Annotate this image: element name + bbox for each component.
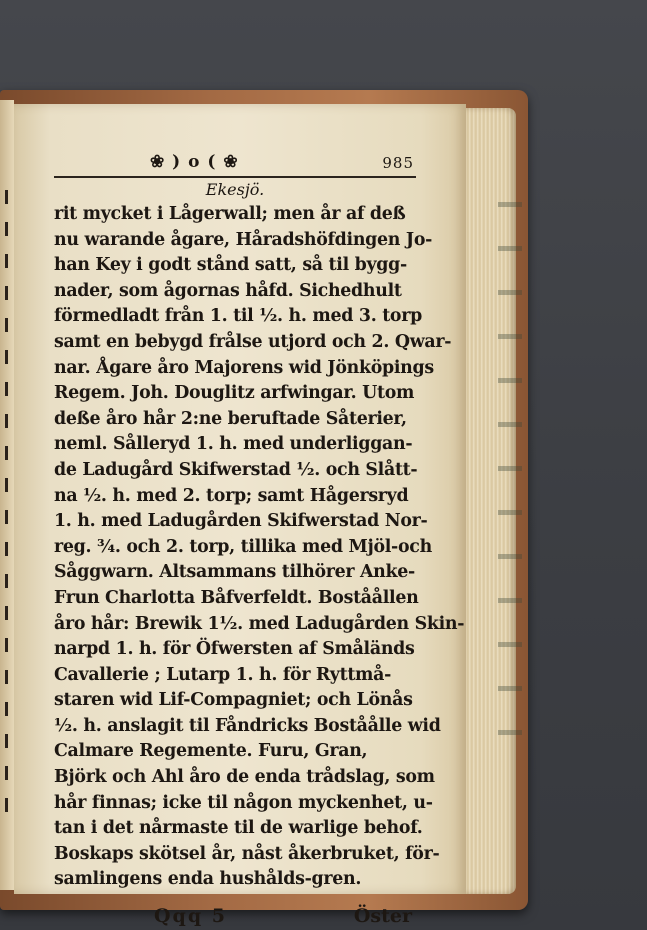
text-line: de Ladugård Skifwerstad ½. och Slått- — [54, 459, 418, 480]
text-line: han Key i godt stånd satt, så til bygg- — [54, 255, 407, 276]
catchword: Öster — [353, 905, 412, 928]
text-line: samt en bebygd frålse utjord och 2. Qwar- — [54, 331, 452, 352]
page-header — [54, 150, 416, 176]
text-line: Cavallerie ; Lutarp 1. h. för Ryttmå- — [54, 664, 392, 685]
text-line: Regem. Joh. Douglitz arfwingar. Utom — [54, 383, 415, 404]
text-line: Björk och Ahl åro de enda trådslag, som — [54, 767, 435, 788]
text-line: staren wid Lif-Compagniet; och Lönås — [54, 690, 413, 711]
text-line: åro hår: Brewik 1½. med Ladugården Skin- — [54, 613, 465, 634]
text-line: rit mycket i Lågerwall; men år af deß — [54, 204, 406, 224]
text-line: samlingens enda hushålds-gren. — [54, 869, 362, 890]
signature-mark: Qqq 5 — [154, 905, 227, 928]
text-line: reg. ¾. och 2. torp, tillika med Mjöl-och — [54, 536, 432, 557]
body-text — [54, 202, 465, 893]
page-text-block — [54, 150, 465, 930]
text-line: tan i det nårmaste til de warlige behof. — [54, 818, 423, 839]
left-page-bleed-marks — [2, 190, 12, 830]
header-rule — [54, 176, 416, 178]
text-line: ½. h. anslagit til Fåndricks Boståålle wid — [54, 715, 441, 736]
running-title: Ekesjö. — [205, 180, 265, 199]
text-line: deße åro hår 2:ne beruftade Såterier, — [54, 408, 407, 429]
page-footer — [54, 903, 416, 930]
text-line: neml. Sålleryd 1. h. med underliggan- — [54, 434, 413, 455]
text-line: hår finnas; icke til någon myckenhet, u- — [54, 792, 433, 813]
text-line: nu warande ågare, Håradshöfdingen Jo- — [54, 229, 433, 250]
text-line: Frun Charlotta Båfverfeldt. Boståållen — [54, 587, 419, 608]
text-line: nader, som ågornas håfd. Sichedhult — [54, 280, 402, 301]
text-line: nar. Ågare åro Majorens wid Jönköpings — [54, 357, 434, 378]
text-line: 1. h. med Ladugården Skifwerstad Nor- — [54, 511, 428, 532]
text-line: förmedladt från 1. til ½. h. med 3. torp — [54, 306, 422, 327]
text-line: narpd 1. h. för Öfwersten af Småländs — [54, 639, 415, 660]
text-line: Såggwarn. Altsammans tilhörer Anke- — [54, 562, 415, 583]
text-line: Calmare Regemente. Furu, Gran, — [54, 741, 368, 762]
header-ornament: ❀ ) o ( ❀ — [150, 152, 239, 172]
page-number: 985 — [382, 154, 414, 172]
text-line: na ½. h. med 2. torp; samt Hågersryd — [54, 485, 409, 506]
page-stack-marks — [498, 180, 522, 740]
text-line: Boskaps skötsel år, nåst åkerbruket, för- — [54, 843, 440, 864]
